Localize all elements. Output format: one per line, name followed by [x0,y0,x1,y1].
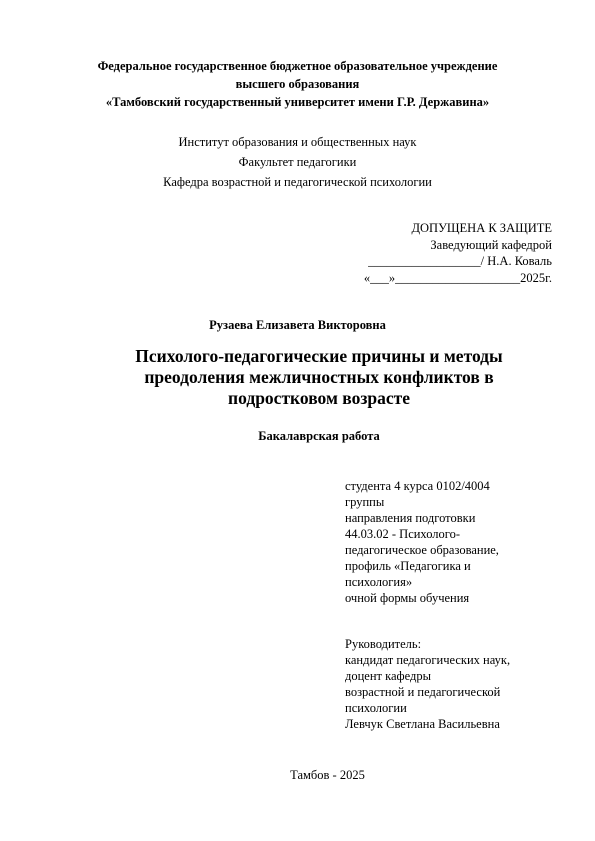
approval-block [364,220,552,286]
approval-role: Заведующий кафедрой [430,237,552,252]
organization-line-3: «Тамбовский государственный университет имени Г.Р. Державина» [105,95,490,109]
student-info [345,478,535,606]
institute-block [0,132,595,192]
city-year: Тамбов - 2025 [290,768,365,782]
institute-name: Институт образования и общественных наук [178,135,417,149]
organization-header [0,57,595,111]
thesis-title [95,346,543,409]
supervisor-info-line: Левчук Светлана Васильевна [345,717,500,731]
supervisor-info [345,636,545,732]
student-info-line: очной формы обучения [345,591,470,605]
student-info-line: группы [345,495,385,509]
organization-line-1: Федеральное государственное бюджетное образовательное учреждение [97,59,498,73]
faculty-name: Факультет педагогики [238,155,357,169]
approval-date-line: «___»____________________2025г. [363,270,552,285]
student-info-line: студента 4 курса 0102/4004 [345,479,490,493]
student-info-line: 44.03.02 - Психолого- [345,527,461,541]
thesis-title-line-2: преодоления межличностных конфликтов в [144,367,494,387]
student-info-line: педагогическое образование, [345,543,499,557]
approval-heading: ДОПУЩЕНА К ЗАЩИТЕ [411,221,552,235]
thesis-title-line-3: подростковом возрасте [228,388,410,408]
work-type: Бакалаврская работа [258,429,380,443]
supervisor-info-line: Руководитель: [345,637,422,651]
student-info-line: профиль «Педагогика и [345,559,471,573]
approval-signature-line: __________________/ Н.А. Коваль [368,254,552,268]
student-info-line: направления подготовки [345,511,476,525]
author-name: Рузаева Елизавета Викторовна [209,318,386,332]
department-name: Кафедра возрастной и педагогической психологии [163,175,432,189]
supervisor-info-line: кандидат педагогических наук, [345,653,511,667]
supervisor-info-line: возрастной и педагогической [345,685,501,699]
student-info-line: психология» [345,575,413,589]
organization-line-2: высшего образования [235,77,360,91]
supervisor-info-line: психологии [345,701,407,715]
thesis-title-line-1: Психолого-педагогические причины и методы [135,346,503,366]
supervisor-info-line: доцент кафедры [345,669,432,683]
